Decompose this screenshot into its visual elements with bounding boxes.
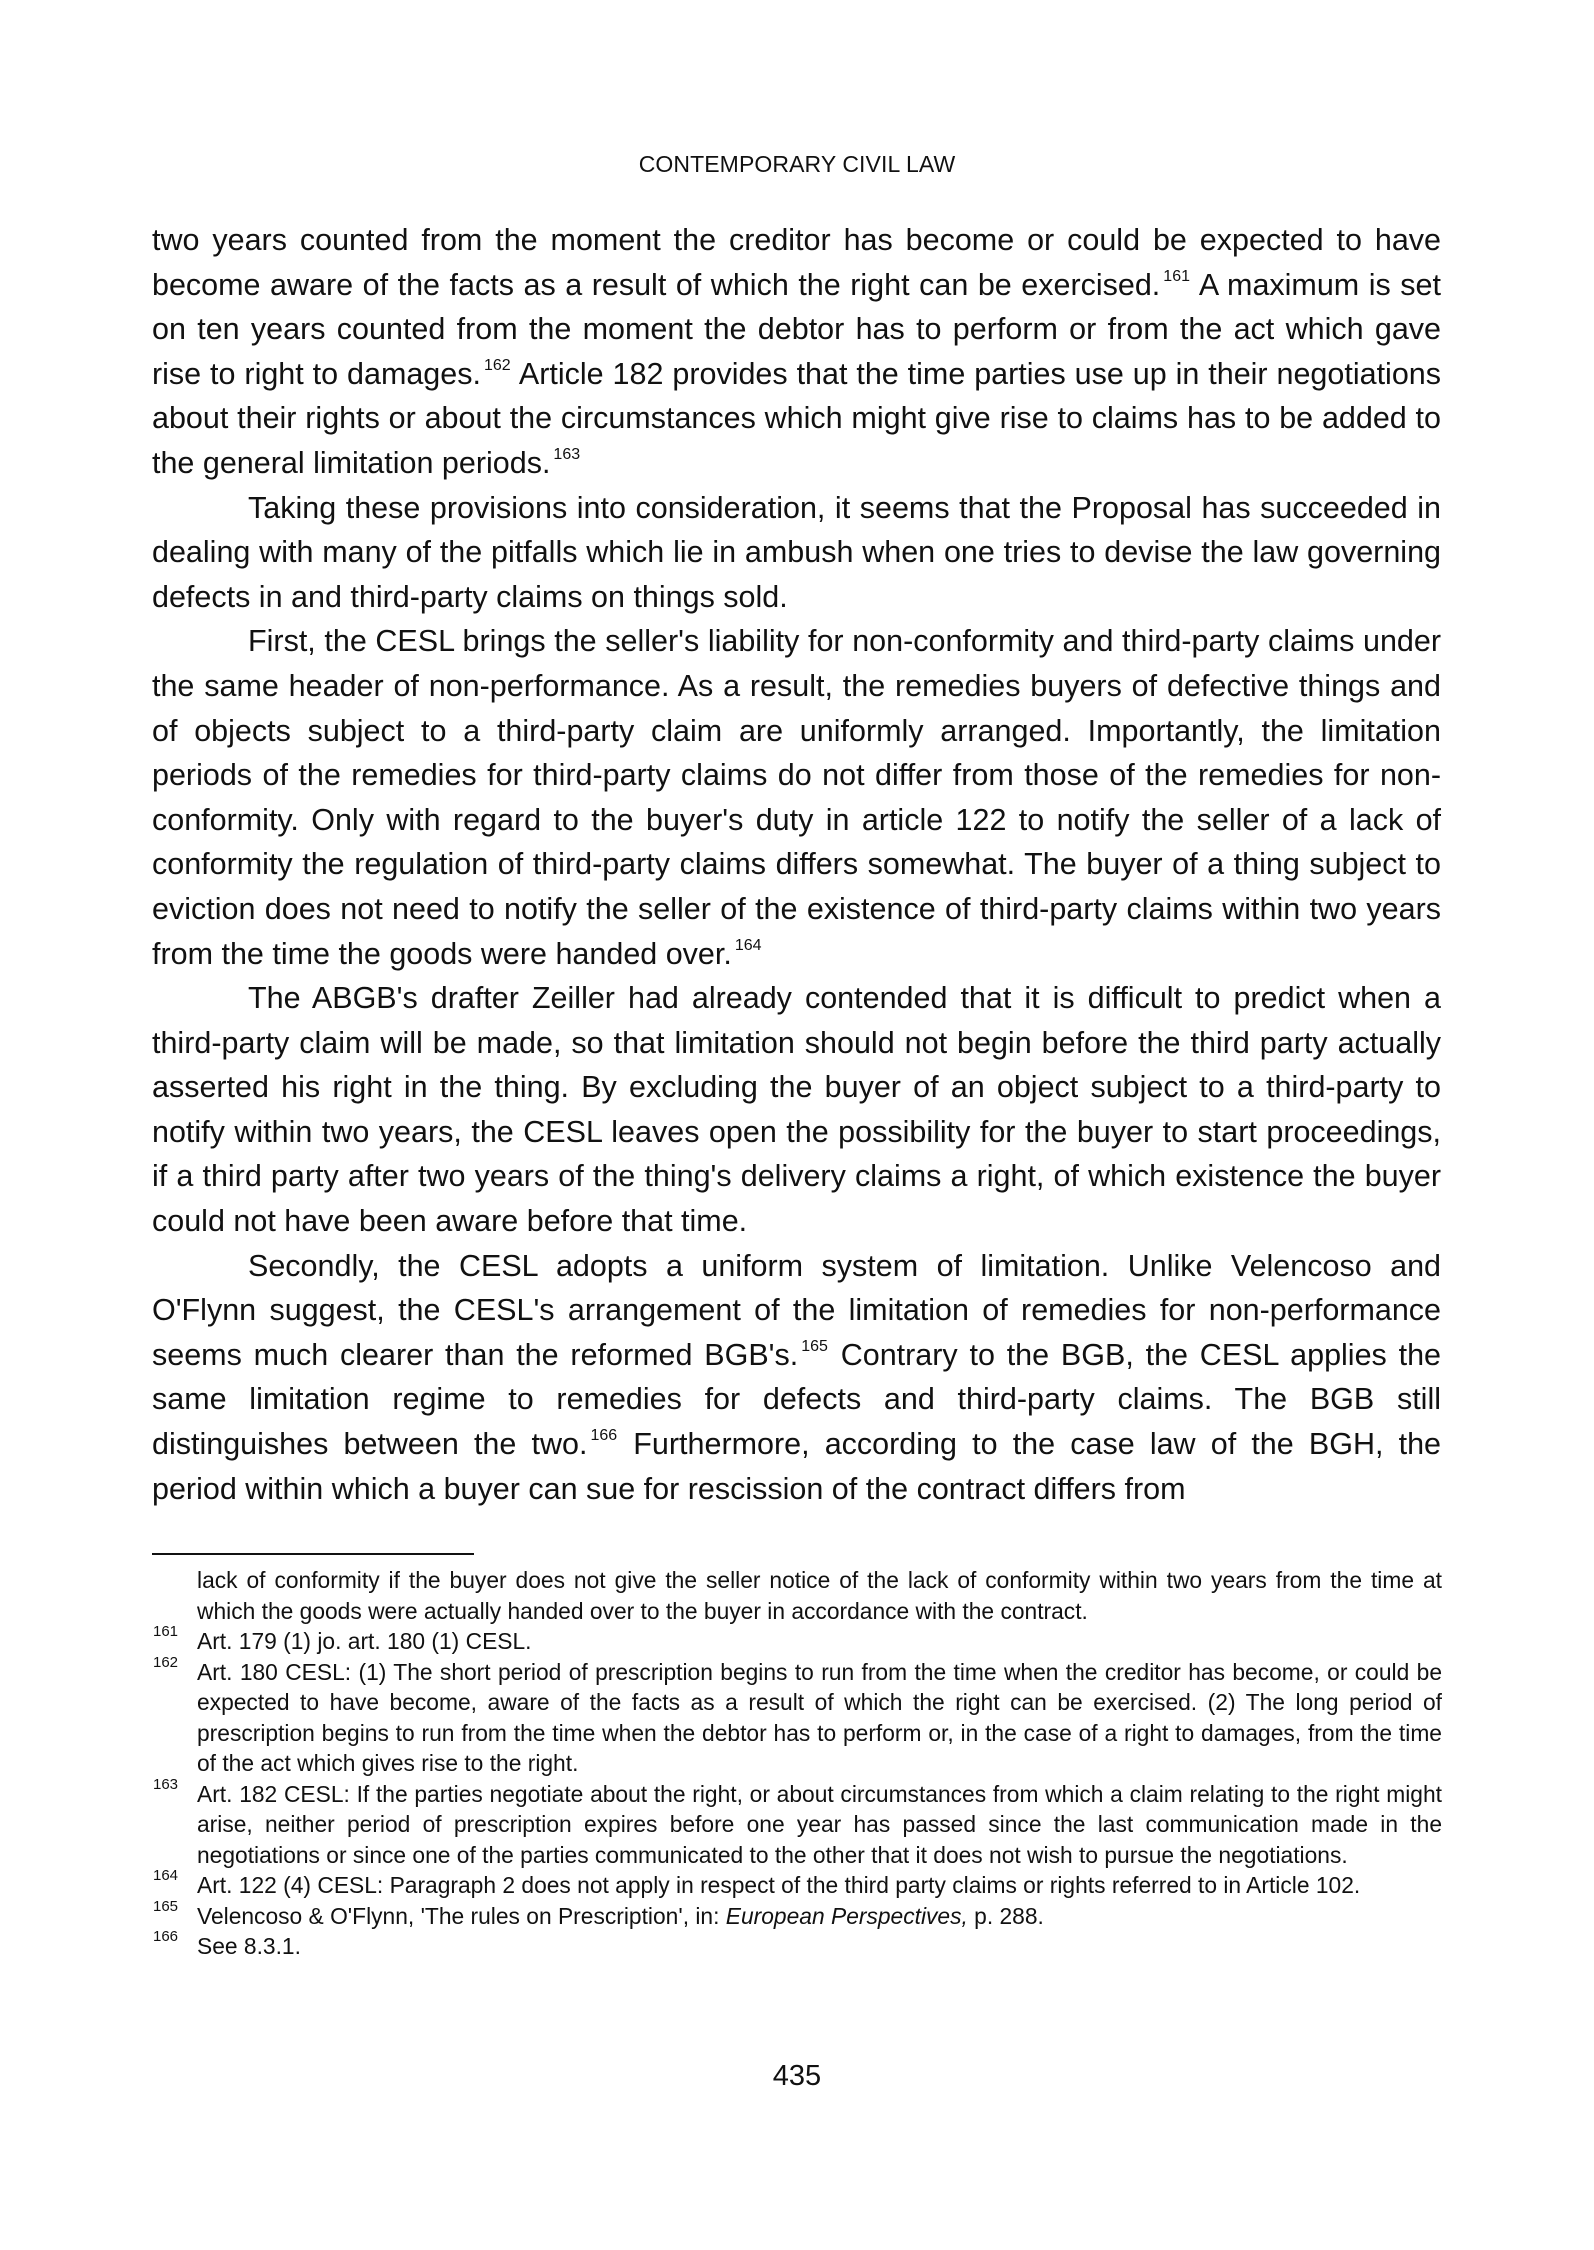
footnote-number: 162	[153, 1653, 179, 1671]
footnote-reference[interactable]: 163	[553, 445, 581, 463]
footnote-reference[interactable]: 165	[801, 1337, 828, 1355]
footnote-number: 165	[153, 1897, 179, 1915]
footnote-reference[interactable]: 164	[734, 936, 762, 954]
running-header: CONTEMPORARY CIVIL LAW	[638, 151, 956, 177]
footnote-number: 163	[153, 1775, 179, 1793]
footnote-165	[152, 1897, 1442, 1932]
footnote-separator	[152, 1553, 474, 1555]
footnote-161	[152, 1623, 1442, 1657]
footnote-164	[152, 1867, 1442, 1901]
body-text	[152, 218, 1441, 1511]
page-number: 435	[772, 2060, 822, 2092]
footnote-text: lack of conformity if the buyer does not give the seller notice of the lack of conformity within two years from the time at which the goods were actually handed over to the buyer in accordance with the contract.	[197, 1567, 1442, 1624]
paragraph: First, the CESL brings the seller's liability for non-conformity and third-party claims under the same header of non-performance. As a result, the remedies buyers of defective things and of objects subject to a third-party claim are uniformly arranged. Importantly, the limitation periods of the remedies for third-party claims do not differ from those of the remedies for non-conformity. Only with regard to the buyer's duty in article 122 to notify the seller of a lack of conformity the regulation of third-party claims differs somewhat. The buyer of a thing subject to eviction does not need to notify the seller of the existence of third-party claims within two years from the time the goods were handed over. $^{164}$	[152, 624, 1441, 971]
italic-title: European Perspectives,	[725, 1902, 968, 1929]
footnote-reference[interactable]: 161	[1163, 267, 1190, 285]
footnote-reference[interactable]: 162	[483, 356, 511, 374]
footnote-162	[152, 1653, 1442, 1779]
paragraph: two years counted from the moment the creditor has become or could be expected to have become aware of the facts as a result of which the right can be exercised. $^{161}$ A maximum is set on ten years counted from the moment the debtor has to perform or from the act which gave rise to right to damages. $^{162}$ Article 182 provides that the time parties use up in their negotiations about their rights or about the circumstances which might give rise to claims has to be added to the general limitation periods. $^{163}$	[152, 223, 1441, 480]
footnote-163	[152, 1775, 1442, 1871]
footnote-text: Art. 179 (1) jo. art. 180 (1) CESL.	[197, 1628, 532, 1654]
paragraph: Secondly, the CESL adopts a uniform system of limitation. Unlike Velencoso and O'Flynn suggest, the CESL's arrangement of the limitation of remedies for non-performance seems much clearer than the reformed BGB's. $^{165}$ Contrary to the BGB, the CESL applies the same limitation regime to remedies for defects and third-party claims. The BGB still distinguishes between the two. $^{166}$ Furthermore, according to the case law of the BGH, the period within which a buyer can sue for rescission of the contract differs from	[152, 1248, 1441, 1506]
paragraph: The ABGB's drafter Zeiller had already contended that it is difficult to predict when a third-party claim will be made, so that limitation should not begin before the third party actually asserted his right in the thing. By excluding the buyer of an object subject to a third-party to notify within two years, the CESL leaves open the possibility for the buyer to start proceedings, if a third party after two years of the thing's delivery claims a right, of which existence the buyer could not have been aware before that time.	[152, 981, 1441, 1239]
footnote-text: Art. 122 (4) CESL: Paragraph 2 does not apply in respect of the third party claims or rights referred to in Article 102.	[197, 1872, 1361, 1898]
footnote-number: 161	[153, 1623, 179, 1640]
footnotes	[152, 1565, 1442, 1962]
footnote-number: 164	[153, 1867, 179, 1884]
footnote-reference[interactable]: 166	[590, 1427, 618, 1445]
paragraph: Taking these provisions into consideration, it seems that the Proposal has succeeded in dealing with many of the pitfalls which lie in ambush when one tries to devise the law governing defects in and third-party claims on things sold.	[152, 490, 1441, 614]
footnote-text: Art. 182 CESL: If the parties negotiate about the right, or about circumstances from which a claim relating to the right might arise, neither period of prescription expires before one year has passed since the last communication made in the negotiations or since one of the parties communicated to the other that it does not wish to pursue the negotiations.	[197, 1780, 1442, 1868]
footnote-166	[152, 1928, 1442, 1962]
footnote-number: 166	[153, 1928, 179, 1945]
footnote-text: Art. 180 CESL: (1) The short period of prescription begins to run from the time when the creditor has become, or could be expected to have become, aware of the facts as a result of which the right can be exercised. (2) The long period of prescription begins to run from the time when the debtor has to perform or, in the case of a right to damages, from the time of the act which gives rise to the right.	[197, 1658, 1442, 1776]
footnote-continuation	[152, 1565, 1442, 1626]
footnote-text: Velencoso & O'Flynn, 'The rules on Prescription', in: European Perspectives, p. 288.	[197, 1902, 1044, 1929]
footnote-text: See 8.3.1.	[197, 1933, 301, 1959]
